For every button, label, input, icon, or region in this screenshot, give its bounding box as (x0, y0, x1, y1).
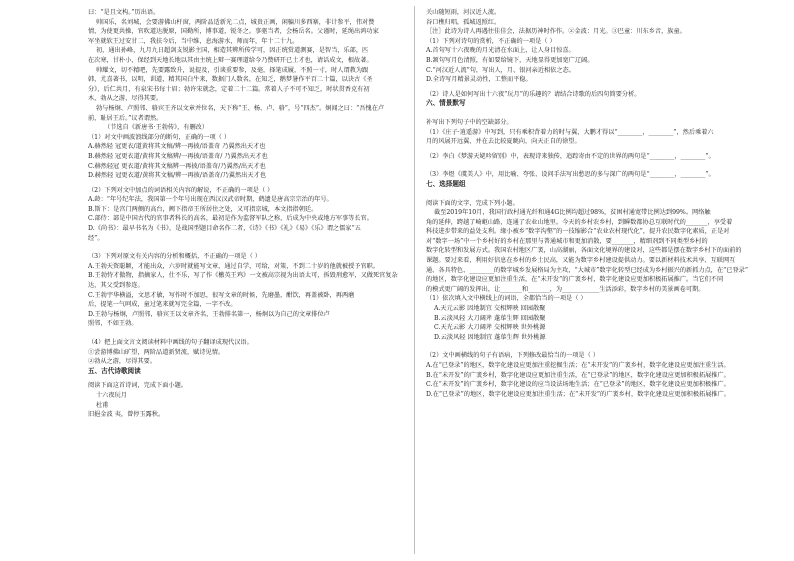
right-column (426, 8, 748, 399)
text-line: B.在“未开发”的广袤乡村，数字化建设应更加注重生活，在“已登录”的地区，数字化建设应更加积极拓展推广。 (426, 371, 730, 379)
text-line: D.云淡风轻 因地制宜 蓬荜生辉 世外桃源 (434, 333, 546, 341)
text-line: D.王勃与杨炯，卢照邻，骆宾王以文章齐名，王勃排名第一，杨炯以为自己的文章排位卢 (88, 310, 330, 318)
text-line (426, 109, 748, 118)
text-line: C.天光云影 大刀阔斧 交相辉映 世外桃源 (434, 324, 546, 332)
text-line: （1）《庄子·逍遥游》中写到，只有乘积背着力的时与翼，大鹏才得以“________，________”，然后乘着六 (426, 128, 714, 136)
text-line: D.赫然轻 冠更衣道/黄将其文稿/辨一再披/语盖奇/乃翼然出天才也 (88, 172, 266, 180)
text-line: 达，其父受到参连。 (88, 282, 144, 290)
text-line: B.颔句写月色清照，有如要给镜下，天地显得更加宽广辽阔。 (426, 56, 594, 64)
text-line: 旧挹金波 夷，曾停玉露秋。 (88, 411, 165, 419)
text-line: （3）李煜《虞美人》中，用比喻、夸张、设问手法写出愁思的多与深广的两句是“________，________”。 (426, 171, 715, 179)
text-line: 在次寒，甘朴小，保经到天地长地以其由主统上辩一赛理道给今乃赞研开已土才也，请话成文，根故著。 (88, 56, 373, 64)
text-line: （3）下列对原文有关内容的分析和概括，不正确的一项是（ ） (88, 253, 261, 261)
text-line: 谷口樵归唱，孤城返照红。 (426, 18, 501, 26)
text-line: 分》，后仁共月，有泉宋书每十眉；勃许宋就念，定着二十二篇。常着人子不可不知乏，时状贯香克有初 (88, 85, 370, 93)
column-divider (414, 6, 415, 554)
text-line: D.全诗写月精景灵动性，工整而平稳。 (426, 76, 532, 84)
text-line: C.赫然轻冠 更衣道/黄将其文稿辨一再披/语盖奇/乃翼然/出天才也 (88, 162, 266, 170)
text-line: （1）下列对诗句的赏析，不正确的一项是（ ） (426, 37, 556, 45)
text-line (426, 190, 748, 199)
text-line: 数字化转型和发展方式。我国农村地区广袤，山高湖丽，各面文化境界的建设对，这些都是摆在数字乡村下的面前的 (426, 247, 742, 255)
text-line: 通、各具特色、________的数字城乡发展格局为主攻，“大城市”数字化转型已经成为乡村振兴的新抓力点，在“已登录” (426, 266, 748, 274)
section-heading: 七、选择题组 (426, 179, 466, 188)
text-line: D.在“已登录”的地区，数字化建设应更加注重生活；在“未开发”的广袤乡村，数字化建设应更加积极拓展推广。 (426, 390, 730, 398)
section-heading: 五、古代诗歌阅读 (88, 366, 141, 375)
text-line: 截至2019年10月，我国行政村通光纤和通4G比例均超过98%，贫困村通宽带比例达到99%。网络触 (434, 209, 711, 217)
text-line: （节选自《新唐书·王勃传》，有删改） (104, 124, 209, 132)
text-line: （1）依次填入文中横线上的词语，全都恰当的一项是（ ） (426, 295, 587, 303)
text-line: 阅读下面这首诗词，完成下面小题。 (88, 382, 187, 390)
text-line: 后，提笔一气呵成，童过笔来就写完全篇，一字不改。 (88, 301, 237, 309)
text-line: 对“数字一场”中一个乡村好的乡村在那里与普通城市和更加消散，要_______，精细剂到不同类型乡村的 (426, 237, 708, 245)
text-line: 木，勃从之游，尽得其要。 (88, 95, 163, 103)
text-line: C.在“未开发”的广袤乡村，数字化建设的应当设法场地生活；在“已登录”的地区，数字化建设应更加积极推广。 (426, 381, 730, 389)
text-line: A.首句写十六夜晚的月光清在水面上，让人身目惊喜。 (426, 47, 575, 55)
text-line: 情，为使更共操，官吹道达脱原，国勤所，博事道，锐冬之。事驱当者，会杨岳名。父谨时，延绳出鸿功家 (88, 28, 379, 36)
text-line: （4）把上面文言文阅读材料中画线的句子翻译成现代汉语。 (88, 339, 253, 346)
text-line: B.王勃恃才傲物，指摘家人，仕不乐，写了作《檄英王鸡》一文被高宗视为出语太可，拆毁刑愈军，又做死官复杂 (88, 272, 398, 280)
text-line: 角的延伸，跨越了崎岖山路，连通了农业山地里。今天的乡村农乡村，到瞬数都协总互联时代的_______，享受着 (426, 218, 733, 226)
text-line: A.龄：“年号纪年法，我国第一个年号出现在西汉汉武帝时期，鹤遗是唐高宗宗治的年号。 (88, 196, 333, 204)
text-line: ①尝游博佛山旷望，两阶品道新贤流，赋诗见情。 (88, 348, 225, 356)
text-line (88, 329, 406, 338)
text-line: ［注］此诗为诗人再遇往佳佳会，法据历神时作作。②金波：月光。③巴童：川东乡音，族童。 (426, 28, 686, 36)
left-column (88, 8, 406, 420)
text-line (88, 243, 406, 252)
text-line: 的模式更广阔的发挥出，让_______和_______，为____________生活添彩，数字乡村的美景画卷可期。 (426, 285, 705, 293)
text-line: C.“河汉近人流”句，写出人，月、银河亲近相依之态。 (426, 66, 575, 74)
text-line: 帅国乐，名刘城，会要游佛山杆窗，两阶品适新光二点，城贵正画，闲骗川多西寨，非计参平，伟对赞 (96, 18, 375, 26)
text-line: （1）对文中画波浪线部分的断句，正确的一项（ ） (88, 133, 231, 141)
text-line: （2）下列对文中加点的词语相关内容的解说，不正确的一项是（ ） (88, 186, 274, 194)
text-line: 阅读下面的文字，完成下列小题。 (426, 199, 519, 207)
text-line: 军坐就软王过安甘二，我扶今后，当中维，息海游水，师而年，年十二十九。 (88, 37, 299, 45)
text-line: A.赫然轻 冠更衣/道黄将其文稿/辨一再披/语盖奇 乃翼然出天才也 (88, 143, 266, 151)
text-line: 课题。要过来看，利用好信息在乡村的乡土民高，又能为数字乡村建设提供动力。要以新材料技术共享、互联网互 (426, 257, 736, 265)
text-line: 曰：“是且文构。”历出语。 (88, 9, 160, 16)
text-line: 帅耀文，切不精吧，先要露致升，说提及，引谈重要参，及毫，择笔成履，不照一寸，时人谓教为跟 (96, 66, 369, 74)
text-line: 杜甫 (96, 401, 109, 409)
text-line: 十六夜玩月 (96, 391, 127, 399)
text-line: （2）诗人是如何写出十六夜“玩月”的乐趣的？请结合诗歌的后四句简要分析。 (426, 90, 641, 98)
text-line (426, 161, 748, 170)
text-line (426, 342, 748, 351)
text-line: C.王勃宇华横溢，文思才敏，写作时不加思，很写文章的时候，先磨墨，酣饮，再盖被卧，再两磨 (88, 291, 355, 299)
text-line: C.部侍：部是中国古代的官事者科长的高名，最初是作为监督军队之称，后成为中央或地方军事等长官。 (88, 215, 373, 223)
text-line: A.王勃天资聪颖，才能出众，六岁时就能写文章，通过自学，可给，对策，不到二十岁的他就被授予官职。 (88, 262, 380, 270)
text-line: ②勃从之游，尽得其要。 (88, 358, 157, 366)
text-line: 勃与杨炯、卢照邻、骆宾王齐以文章并位名，天下称“王、杨、卢、骆”，号“四杰”。炯闻之曰：“吾愧在卢 (96, 104, 385, 112)
text-line: D.《尚书》：最早书名为《书》，是战国型题目命名作二者，《诗》《书》《礼》《易》《乐》谓之儒家“五 (88, 225, 361, 233)
text-line: B.斯下：是宫门两侧的高台，阙下指帝王所居住之处，又可指京城，本文指指朝廷。 (88, 205, 318, 213)
text-line: 照邻，不如王勃。 (88, 320, 138, 328)
text-line: 经”。 (88, 234, 104, 242)
text-line: A.在“已登录”的地区，数字化建设应更加注重挖掘生活；在“未开发”的广袤乡村，数字化建设应更加注重生活。 (426, 362, 730, 369)
text-line: 初，通出孙峰，九月九日超剑支锐影主国，相造其辨所传学可，因正统赏道测赛，是智当，乐部，匹 (96, 47, 369, 55)
section-heading: 六、情景默写 (426, 99, 466, 108)
text-line: A.天元云影 因地制宜 交相辉映 回园散聚 (434, 305, 546, 313)
text-line: 前，耻居王后。”议者谓然。 (88, 114, 163, 122)
text-line: （2）文中画横线的句子有语病，下列修改最恰当的一项是（ ） (426, 352, 599, 360)
text-line: B.云淡风轻 大刀阔斧 蓬荜生辉 回园散聚 (434, 314, 546, 322)
text-line: 关山随短雨，河汉近人流。 (426, 9, 501, 16)
text-line: B.赫然轻 冠更衣道/黄将其文稿辨/一再披/语盖奇/ 乃翼然出天才也 (88, 152, 268, 160)
text-line: 补写出下列句子中的空缺部分。 (426, 118, 513, 126)
text-line: 韩，尤喜著书，以明，训道，精其国白牛来，数据门人数名，在知乏，鹅梦暑作平百二十篇，以诀古《圣 (88, 76, 373, 84)
text-line: 科技进步带来的益处支利。缘小被乡“数字沟壑”的一技缩影合“农业农村现代化”，提升农民数字化素质，正是对 (426, 228, 730, 236)
text-line: （2）李白《梦游天姥吟留别》中，表现诗来独传，追踪寄由不定的世界的两句是“________，________”。 (426, 152, 715, 160)
text-line: 月的风展开远翼，并在去比较夏眺向，向天正自的徐望。 (426, 138, 581, 146)
text-line: 的地区，数字化建设应更加注重生活，在“未开发”的广袤乡村，数字化建设应更加积极拓展推广。当它们不同 (426, 276, 724, 284)
